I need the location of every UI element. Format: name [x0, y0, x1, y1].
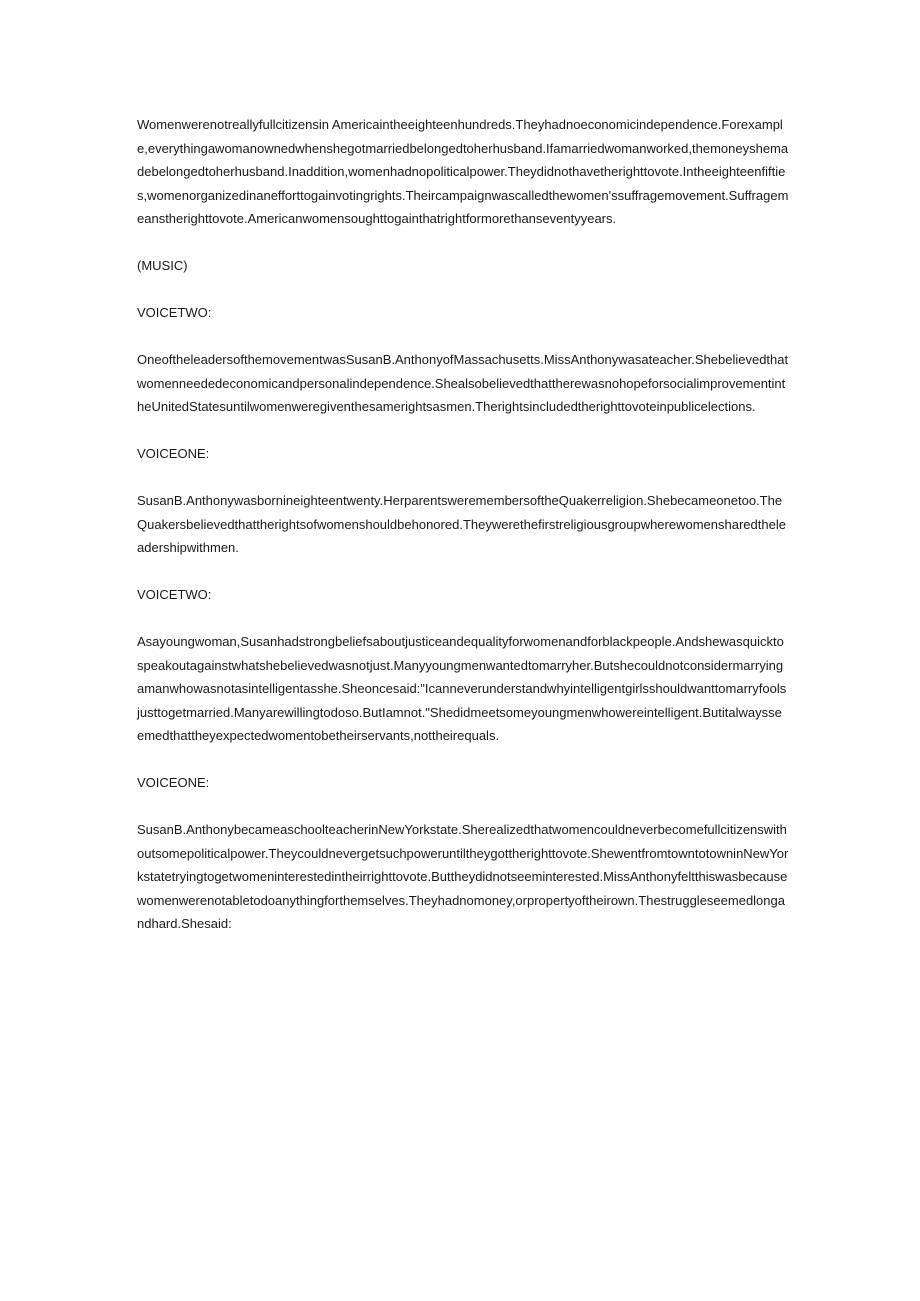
speaker-label-voice-two: VOICETWO: — [137, 305, 212, 320]
paragraph-leaders: OneoftheleadersofthemovementwasSusanB.AnthonyofMassachusetts.MissAnthonywasateacher.Shebelievedthatwomenneededeconomicandpersonalindependence.ShealsobelievedthattherewasnohopeforsocialimprovementintheUnitedStatesuntilwomenweregiventhesamerightsasmen.Therightsincludedtherighttovoteinpublicelections. — [137, 352, 789, 414]
paragraph-birth: SusanB.Anthonywasbornineighteentwenty.HerparentsweremembersoftheQuakerreligion.Shebecameonetoo.TheQuakersbelievedthattherightsofwomenshouldbehonored.Theywerethefirstreligiousgroupwherewomensharedtheleadershipwithmen. — [137, 493, 786, 555]
speaker-label-voice-one: VOICEONE: — [137, 775, 210, 790]
music-cue: (MUSIC) — [137, 258, 188, 273]
paragraph-teacher: SusanB.AnthonybecameaschoolteacherinNewYorkstate.Sherealizedthatwomencouldneverbecomefullcitizenswithoutsomepoliticalpower.Theycouldnevergetsuchpoweruntiltheygottherighttovote.ShewentfromtowntotowninNewYorkstatetryingtogetwomeninterestedintheirrighttovote.Buttheydidnotseeminterested.MissAnthonyfeltthiswasbecausewomenwerenotabletodoanythingforthemselves.Theyhadnomoney,orpropertyoftheirown.Thestruggleseemedlongandhard.Shesaid: — [137, 822, 789, 931]
speaker-label-voice-two: VOICETWO: — [137, 587, 212, 602]
paragraph-intro: Womenwerenotreallyfullcitizensin Americaintheeighteenhundreds.Theyhadnoeconomicindependence.Forexample,everythingawomanownedwhenshegotmarriedbelongedtoherhusband.Ifamarriedwomanworked,themoneyshemadebelongedtoherhusband.Inaddition,womenhadnopoliticalpower.Theydidnothavetherighttovote.Intheeighteenfifties,womenorganizedinanefforttogainvotingrights.Theircampaignwascalledthewomen'ssuffragemovement.Suffragemeanstherighttovote.Americanwomensoughttogainthatrightformorethanseventyyears. — [137, 117, 789, 226]
document-body — [137, 113, 789, 959]
paragraph-young-woman: Asayoungwoman,Susanhadstrongbeliefsaboutjusticeandequalityforwomenandforblackpeople.Andshewasquicktospeakoutagainstwhatshebelievedwasnotjust.Manyyoungmenwantedtomarryher.Butshecouldnotconsidermarryingamanwhowasnotasintelligentasshe.Sheoncesaid:"Icanneverunderstandwhyintelligentgirlsshouldwanttomarryfoolsjusttogetmarried.Manyarewillingtodoso.ButIamnot."Shedidmeetsomeyoungmenwhowereintelligent.Butitalwaysseemedthattheyexpectedwomentobetheirservants,nottheirequals. — [137, 634, 787, 743]
speaker-label-voice-one: VOICEONE: — [137, 446, 210, 461]
